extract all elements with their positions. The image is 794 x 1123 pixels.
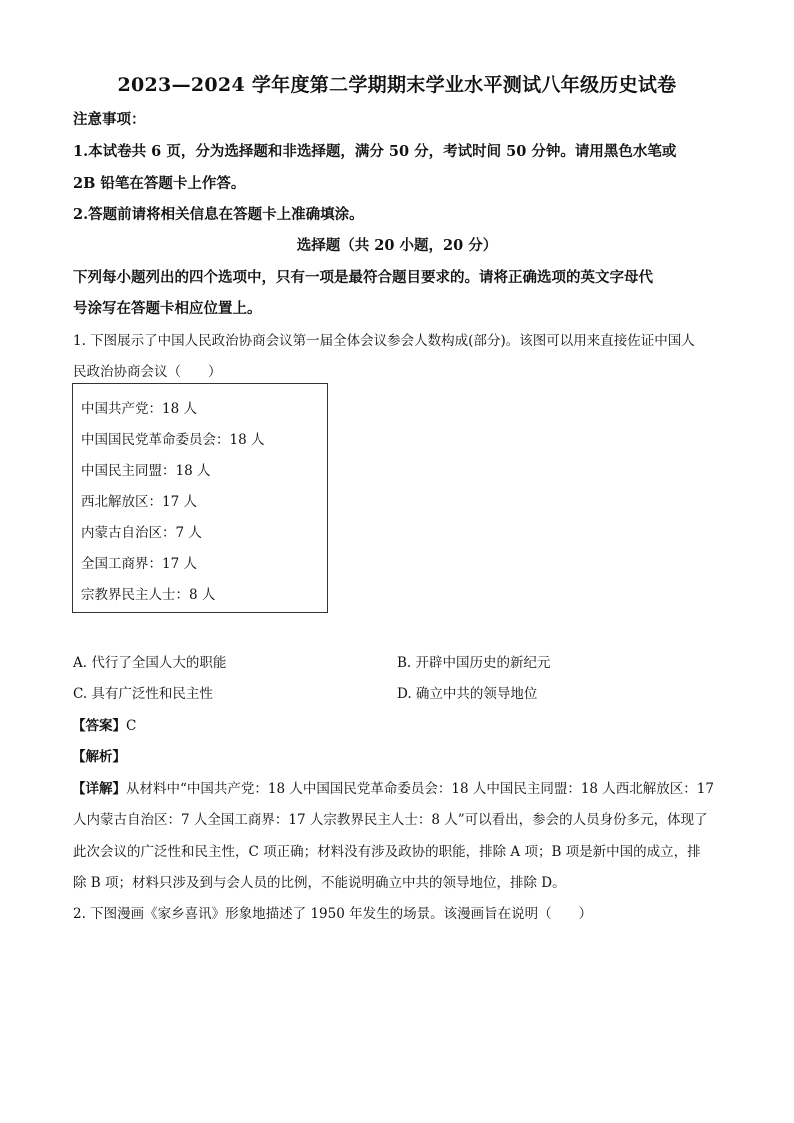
notice-item-1-line-1: 1.本试卷共 6 页，分为选择题和非选择题，满分 50 分，考试时间 50 分钟。请用黑色水笔或: [73, 143, 677, 160]
exam-title: 2023—2024 学年度第二学期期末学业水平测试八年级历史试卷: [117, 74, 677, 96]
q1-detail-line-4: 除 B 项；材料只涉及到与会人员的比例，不能说明确立中共的领导地位，排除 D。: [73, 875, 566, 891]
box-item-kmt-rc: 中国国民党革命委员会：18 人: [81, 432, 265, 448]
q1-option-a[interactable]: A. 代行了全国人大的职能: [73, 655, 227, 671]
q1-detail-line-1: [72, 777, 714, 797]
q1-stem-line-1: 1. 下图展示了中国人民政治协商会议第一届全体会议参会人数构成(部分)。该图可以用来直接佐证中国人: [73, 333, 695, 349]
box-item-northwest: 西北解放区：17 人: [81, 494, 197, 510]
section-instruction-line-1: 下列每小题列出的四个选项中，只有一项是最符合题目要求的。请将正确选项的英文字母代: [73, 269, 653, 286]
notice-item-2: 2.答题前请将相关信息在答题卡上准确填涂。: [73, 206, 364, 223]
box-item-democratic-league: 中国民主同盟：18 人: [81, 463, 211, 479]
notice-item-1-line-2: 2B 铅笔在答题卡上作答。: [73, 175, 246, 192]
q1-stem-line-2: 民政治协商会议（ ）: [73, 364, 222, 380]
section-instruction-line-2: 号涂写在答题卡相应位置上。: [73, 300, 262, 317]
box-item-ccp: 中国共产党：18 人: [81, 401, 197, 417]
q1-detail-line-3: 此次会议的广泛性和民主性，C 项正确；材料没有涉及政协的职能，排除 A 项；B 项是新中国的成立，排: [73, 844, 701, 860]
answer-value: C: [126, 718, 137, 734]
box-item-industry-commerce: 全国工商界：17 人: [81, 556, 197, 572]
notice-heading: 注意事项：: [73, 111, 146, 128]
detail-tag: 【详解】: [72, 781, 126, 797]
box-item-religion: 宗教界民主人士：8 人: [81, 587, 216, 603]
section-heading: 选择题（共 20 小题，20 分）: [296, 237, 498, 254]
box-item-inner-mongolia: 内蒙古自治区：7 人: [81, 525, 202, 541]
q1-option-c[interactable]: C. 具有广泛性和民主性: [73, 686, 213, 702]
q1-option-d[interactable]: D. 确立中共的领导地位: [397, 686, 538, 702]
q1-material-box: [72, 383, 328, 613]
answer-tag: 【答案】: [72, 718, 126, 734]
detail-text-1: 从材料中“中国共产党：18 人中国国民党革命委员会：18 人中国民主同盟：18 人西北解放区：17: [126, 781, 714, 797]
q2-stem-line-1: 2. 下图漫画《家乡喜讯》形象地描述了 1950 年发生的场景。该漫画旨在说明（ ）: [73, 906, 593, 922]
analysis-tag: 【解析】: [72, 749, 126, 765]
q1-answer: [72, 714, 136, 734]
q1-detail-line-2: 人内蒙古自治区：7 人全国工商界：17 人宗教界民主人士：8 人”可以看出，参会的人员身份多元，体现了: [73, 812, 708, 828]
q1-option-b[interactable]: B. 开辟中国历史的新纪元: [397, 655, 551, 671]
